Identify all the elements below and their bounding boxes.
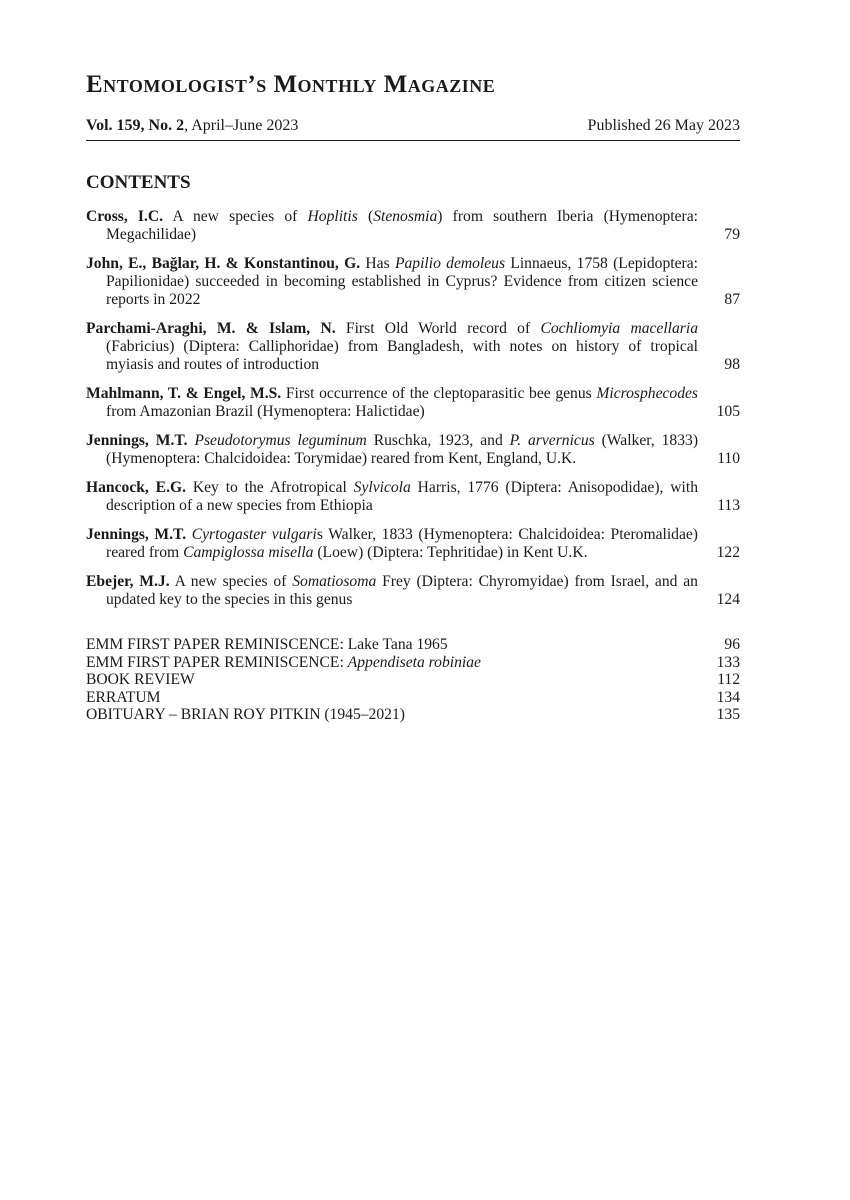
contents-entry — [86, 208, 740, 244]
taxon-name: Microsphecodes — [596, 385, 698, 403]
title-text: OBITUARY – BRIAN ROY PITKIN (1945–2021) — [86, 706, 405, 724]
taxon-name: Stenosmia — [373, 208, 438, 225]
title-text: s Walker, 1833 (Hymenoptera: Chalcidoidea: Pteromalidae) reared from — [106, 525, 698, 562]
entry-authors: Mahlmann, T. & Engel, M.S. — [86, 385, 282, 403]
entry-page-number: 122 — [716, 544, 740, 562]
entry-text — [86, 255, 698, 310]
issue-period: , April–June 2023 — [184, 117, 299, 134]
title-text: Harris, 1776 (Diptera: Anisopodidae), with description of a new species from Ethiopia — [106, 478, 698, 515]
title-text: from Amazonian Brazil (Hymenoptera: Halictidae) — [106, 403, 425, 421]
title-text: ERRATUM — [86, 688, 161, 706]
journal-title: Entomologist’s Monthly Magazine — [86, 71, 496, 98]
title-text: A new species of — [172, 208, 308, 225]
entry-authors: Jennings, M.T. — [86, 432, 188, 450]
section-page-number: 133 — [716, 653, 740, 671]
header-rule — [86, 140, 740, 141]
contents-heading: CONTENTS — [86, 172, 191, 193]
title-text: A new species of — [174, 572, 293, 590]
entry-authors: Jennings, M.T. — [86, 525, 187, 543]
title-text: Has — [365, 254, 395, 272]
title-text: Frey (Diptera: Chyromyidae) from Israel, and an updated key to the species in this genus — [106, 572, 698, 608]
taxon-name: Cyrtogaster vulgari — [191, 525, 317, 543]
entry-authors: Ebejer, M.J. — [86, 572, 170, 590]
entry-page-number: 113 — [717, 497, 740, 515]
title-text: Ruschka, 1923, and — [366, 432, 510, 450]
entry-authors: John, E., Bağlar, H. & Konstantinou, G. — [86, 254, 361, 272]
taxon-name: Hoplitis — [307, 208, 358, 225]
section-entry — [86, 671, 740, 689]
title-text: Key to the Afrotropical — [192, 478, 354, 496]
entry-text — [86, 320, 698, 375]
section-entry — [86, 636, 740, 654]
section-page-number: 135 — [716, 706, 740, 724]
section-page-number: 134 — [716, 688, 740, 706]
entry-authors: Parchami-Araghi, M. & Islam, N. — [86, 320, 336, 338]
taxon-name: Sylvicola — [353, 478, 411, 496]
section-page-number: 96 — [724, 636, 740, 653]
section-entry — [86, 689, 740, 707]
section-title — [86, 671, 195, 689]
section-title — [86, 706, 405, 724]
entry-text — [86, 479, 698, 515]
title-text: EMM FIRST PAPER REMINISCENCE: — [86, 653, 348, 671]
title-text: (Fabricius) (Diptera: Calliphoridae) from Bangladesh, with notes on history of tropical myiasis and routes of introduction — [106, 338, 698, 374]
section-title — [86, 654, 481, 672]
section-entry — [86, 706, 740, 724]
contents-entry — [86, 385, 740, 421]
title-text: (Walker, 1833) (Hymenoptera: Chalcidoidea: Torymidae) reared from Kent, England, U.K. — [106, 432, 699, 468]
entry-page-number: 79 — [724, 226, 740, 244]
title-text: ) from southern Iberia (Hymenoptera: Megachilidae) — [106, 208, 698, 244]
contents-entry — [86, 479, 740, 515]
title-text: BOOK REVIEW — [86, 671, 195, 689]
volume-number: Vol. 159, No. 2 — [86, 117, 185, 134]
contents-entry — [86, 255, 740, 310]
contents-list — [86, 208, 740, 620]
section-list — [86, 636, 740, 724]
entry-page-number: 98 — [724, 356, 740, 374]
issue-line — [86, 116, 740, 136]
title-text: ( — [357, 208, 374, 225]
title-text: First Old World record of — [345, 320, 541, 338]
taxon-name: P. arvernicus — [509, 432, 595, 450]
entry-text — [86, 385, 698, 421]
entry-page-number: 87 — [724, 291, 740, 309]
entry-authors: Hancock, E.G. — [86, 478, 186, 496]
entry-page-number: 124 — [716, 590, 740, 608]
title-text: EMM FIRST PAPER REMINISCENCE: Lake Tana 1965 — [86, 636, 448, 653]
section-page-number: 112 — [717, 671, 740, 689]
entry-page-number: 105 — [716, 403, 740, 421]
taxon-name: Appendiseta robiniae — [347, 653, 481, 671]
issue-info — [86, 116, 298, 136]
section-title — [86, 636, 448, 654]
section-entry — [86, 654, 740, 672]
taxon-name: Campiglossa misella — [183, 544, 314, 562]
taxon-name: Cochliomyia macellaria — [540, 320, 699, 338]
taxon-name: Papilio demoleus — [394, 254, 506, 272]
contents-entry — [86, 432, 740, 468]
taxon-name: Pseudotorymus leguminum — [194, 432, 367, 450]
entry-text — [86, 208, 698, 244]
title-text: (Loew) (Diptera: Tephritidae) in Kent U.K. — [313, 544, 588, 562]
publication-date: Published 26 May 2023 — [587, 117, 740, 134]
entry-text — [86, 432, 698, 468]
entry-text — [86, 573, 698, 609]
entry-text — [86, 526, 698, 562]
section-title — [86, 689, 161, 707]
entry-page-number: 110 — [717, 450, 740, 468]
contents-entry — [86, 573, 740, 609]
entry-authors: Cross, I.C. — [86, 208, 164, 225]
taxon-name: Somatiosoma — [292, 572, 377, 590]
contents-entry — [86, 320, 740, 375]
contents-entry — [86, 526, 740, 562]
title-text: First occurrence of the cleptoparasitic bee genus — [285, 385, 597, 403]
title-text: Linnaeus, 1758 (Lepidoptera: Papilionidae) succeeded in becoming established in Cyprus? Evidence from citizen science reports in 2022 — [106, 254, 698, 309]
